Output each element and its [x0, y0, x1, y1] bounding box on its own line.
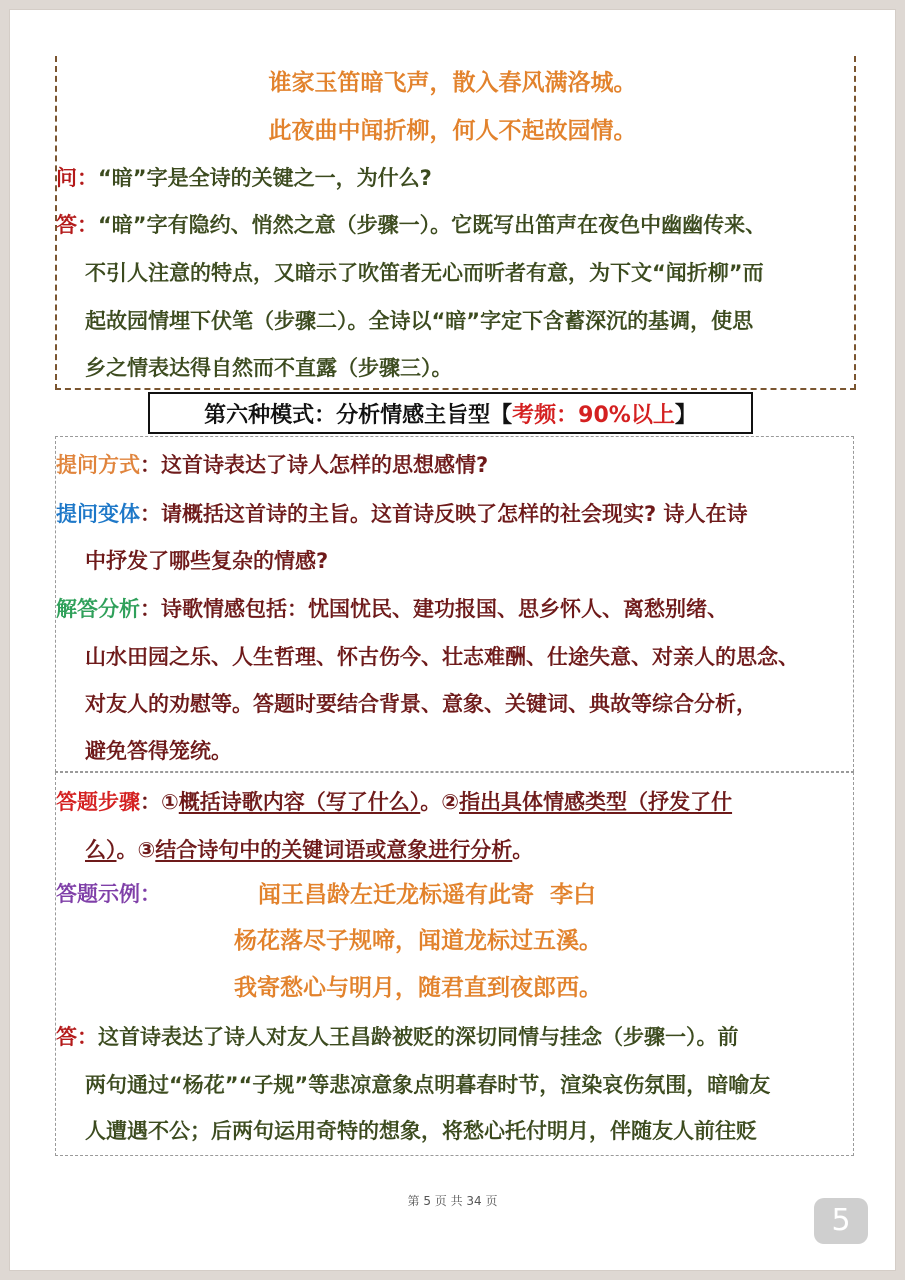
mode-title	[148, 392, 753, 434]
answer-line-3: 起故园情埋下伏笔（步骤二）。全诗以“暗”字定下含蓄深沉的基调，使思	[85, 309, 754, 333]
step-2-end: 。③	[116, 838, 156, 862]
answer-text: “暗”字有隐约、悄然之意（步骤一）。它既写出笛声在夜色中幽幽传来、	[98, 213, 767, 237]
analysis-line-4: 避免答得笼统。	[85, 739, 232, 763]
example-poem-title: 闻王昌龄左迁龙标遥有此寄 李白	[258, 882, 597, 908]
answer-label: 答：	[56, 213, 98, 237]
analysis-row	[56, 599, 728, 620]
mode-title-frequency: 考频：90%以上	[512, 402, 675, 428]
example-answer-row-1	[56, 1027, 739, 1048]
step-2-text-cont: 么）	[85, 838, 117, 862]
mode-title-main: 第六种模式：分析情感主旨型【	[204, 402, 513, 428]
analysis-text: ：诗歌情感包括：忧国忧民、建功报国、思乡怀人、离愁别绪、	[140, 597, 728, 621]
ask-variant-text: ：请概括这首诗的主旨。这首诗反映了怎样的社会现实? 诗人在诗	[140, 502, 748, 526]
ask-variant-line-2: 中抒发了哪些复杂的情感?	[85, 549, 329, 573]
steps-row-1	[56, 792, 732, 813]
analysis-line-2: 山水田园之乐、人生哲理、怀古伤今、壮志难酬、仕途失意、对亲人的思念、	[85, 645, 799, 669]
ask-method-text: ：这首诗表达了诗人怎样的思想感情?	[140, 453, 489, 477]
ask-variant-row	[56, 504, 748, 525]
poem-line-1: 谁家玉笛暗飞声，散入春风满洛城。	[268, 70, 637, 96]
analysis-label: 解答分析	[56, 597, 140, 621]
answer-row-1	[56, 215, 766, 236]
example-answer-label: 答：	[56, 1025, 98, 1049]
step-3-text: 结合诗句中的关键词语或意象进行分析	[155, 838, 513, 862]
question-label: 问：	[56, 166, 98, 190]
ask-method-row	[56, 455, 488, 476]
steps-row-2	[85, 840, 533, 861]
ask-method-label: 提问方式	[56, 453, 140, 477]
step-1-end: 。②	[420, 790, 460, 814]
step-3-end: 。	[512, 838, 534, 862]
step-1-number: ①	[161, 790, 179, 814]
example-answer-line-3: 人遭遇不公；后两句运用奇特的想象，将愁心托付明月，伴随友人前往贬	[85, 1119, 757, 1143]
analysis-line-3: 对友人的劝慰等。答题时要结合背景、意象、关键词、典故等综合分析，	[85, 692, 757, 716]
step-2-text: 指出具体情感类型（抒发了什	[459, 790, 733, 814]
steps-colon: ：	[140, 790, 161, 814]
ask-variant-label: 提问变体	[56, 502, 140, 526]
page-number-badge: 5	[814, 1198, 868, 1244]
question-text: “暗”字是全诗的关键之一，为什么?	[98, 166, 432, 190]
example-poem-line-1: 杨花落尽子规啼，闻道龙标过五溪。	[234, 928, 602, 954]
mode-title-close: 】	[674, 402, 697, 428]
poem-line-2: 此夜曲中闻折柳，何人不起故园情。	[268, 118, 637, 144]
example-answer-text: 这首诗表达了诗人对友人王昌龄被贬的深切同情与挂念（步骤一）。前	[98, 1025, 739, 1049]
answer-line-4: 乡之情表达得自然而不直露（步骤三）。	[85, 356, 453, 380]
answer-steps-box	[55, 772, 854, 1156]
example-label: 答题示例：	[56, 882, 161, 906]
page-counter: 第 5 页 共 34 页	[407, 1194, 498, 1208]
answer-line-2: 不引人注意的特点，又暗示了吹笛者无心而听者有意，为下文“闻折柳”而	[85, 261, 764, 285]
step-1-text: 概括诗歌内容（写了什么）	[178, 790, 421, 814]
question-row	[56, 168, 432, 189]
example-poem-line-2: 我寄愁心与明月，随君直到夜郎西。	[234, 975, 602, 1001]
example-answer-line-2: 两句通过“杨花”“子规”等悲凉意象点明暮春时节，渲染哀伤氛围，暗喻友	[85, 1073, 771, 1097]
steps-label: 答题步骤	[56, 790, 140, 814]
